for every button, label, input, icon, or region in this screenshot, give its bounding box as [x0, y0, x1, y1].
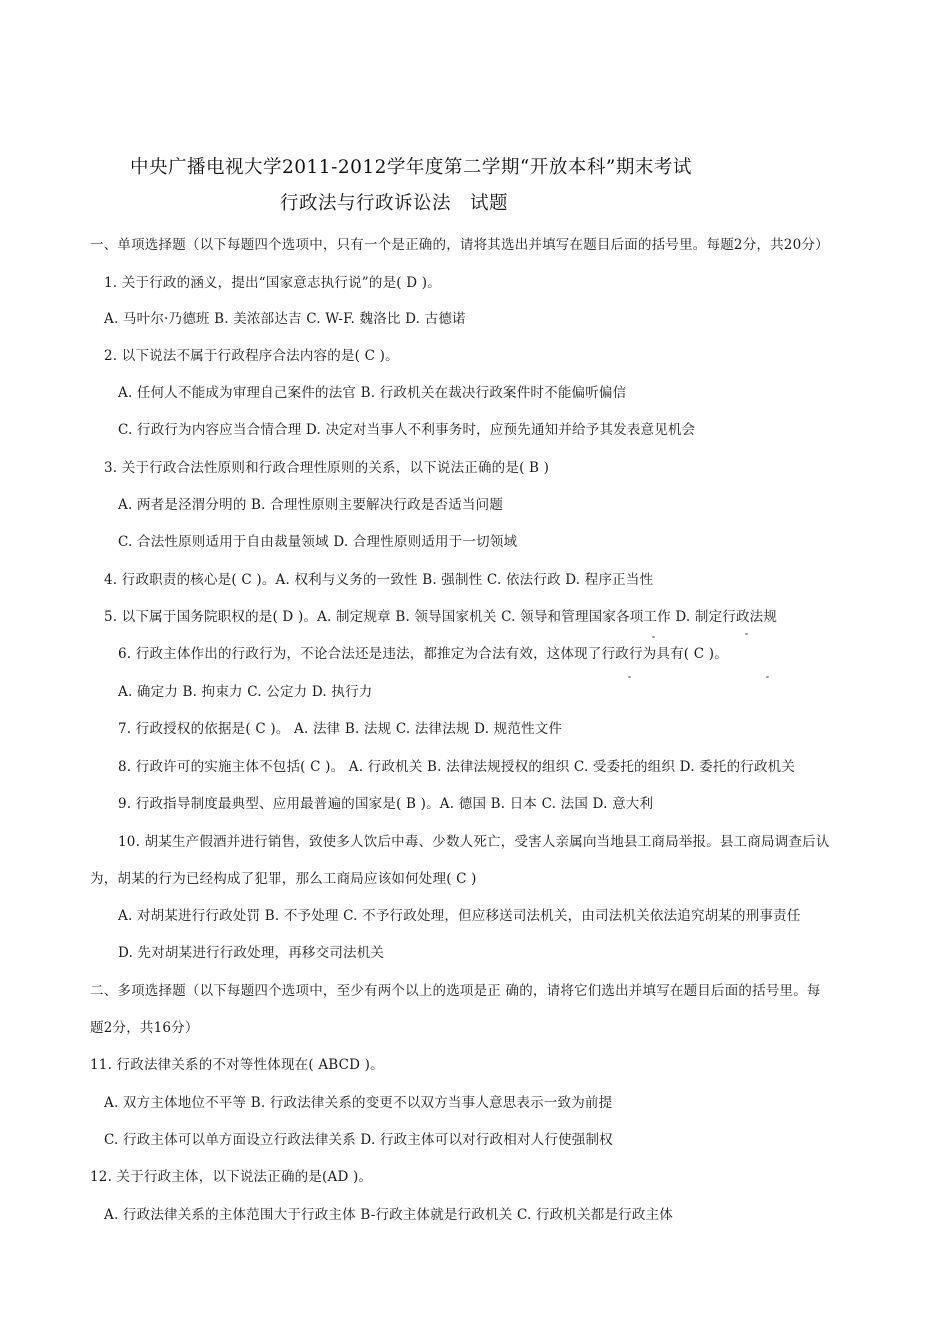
question-2-options-ab: A. 任何人不能成为审理自己案件的法官 B. 行政机关在裁决行政案件时不能偏听偏信 — [118, 385, 627, 401]
scan-speck — [652, 636, 655, 638]
question-9: 9. 行政指导制度最典型、应用最普遍的国家是( B )。A. 德国 B. 日本 C. 法国 D. 意大利 — [118, 796, 654, 812]
question-12-options: A. 行政法律关系的主体范围大于行政主体 B-行政主体就是行政机关 C. 行政机关都是行政主体 — [104, 1207, 673, 1223]
section-heading-multi-choice-line-2: 题2分，共16分） — [90, 1020, 199, 1036]
question-10-line-1: 10. 胡某生产假酒并进行销售，致使多人饮后中毒、少数人死亡，受害人亲属向当地县工商局举报。县工商局调查后认 — [118, 834, 830, 850]
scan-speck — [628, 676, 631, 678]
question-3-options-cd: C. 合法性原则适用于自由裁量领域 D. 合理性原则适用于一切领域 — [118, 534, 518, 550]
question-4: 4. 行政职责的核心是( C )。A. 权利与义务的一致性 B. 强制性 C. 依法行政 D. 程序正当性 — [104, 572, 654, 588]
question-2-options-cd: C. 行政行为内容应当合情合理 D. 决定对当事人不利事务时，应预先通知并给予其发表意见机会 — [118, 422, 696, 438]
question-7: 7. 行政授权的依据是( C )。 A. 法律 B. 法规 C. 法律法规 D. 规范性文件 — [118, 721, 563, 737]
section-heading-multi-choice-line-1: 二、多项选择题（以下每题四个选项中，至少有两个以上的选项是正 确的，请将它们选出并填写在题目后面的括号里。每 — [90, 983, 821, 999]
question-11-options-ab: A. 双方主体地位不平等 B. 行政法律关系的变更不以双方当事人意思表示一致为前提 — [104, 1095, 613, 1111]
question-10-line-2: 为，胡某的行为已经构成了犯罪，那么工商局应该如何处理( C ) — [90, 871, 477, 887]
question-6-options: A. 确定力 B. 拘束力 C. 公定力 D. 执行力 — [118, 684, 373, 700]
question-2: 2. 以下说法不属于行政程序合法内容的是( C )。 — [104, 348, 399, 364]
exam-title: 中央广播电视大学2011-2012学年度第二学期“开放本科”期末考试 — [130, 157, 692, 178]
scan-speck — [766, 676, 769, 678]
question-3-options-ab: A. 两者是泾渭分明的 B. 合理性原则主要解决行政是否适当问题 — [118, 497, 504, 513]
question-12: 12. 关于行政主体，以下说法正确的是(AD )。 — [90, 1169, 373, 1185]
section-heading-single-choice: 一、单项选择题（以下每题四个选项中，只有一个是正确的，请将其选出并填写在题目后面的括号里。每题2分，共20分） — [90, 237, 829, 253]
question-1: 1. 关于行政的涵义，提出“国家意志执行说”的是( D )。 — [104, 275, 441, 291]
question-3: 3. 关于行政合法性原则和行政合理性原则的关系，以下说法正确的是( B ) — [104, 460, 550, 476]
question-11-options-cd: C. 行政主体可以单方面设立行政法律关系 D. 行政主体可以对行政相对人行使强制权 — [104, 1132, 613, 1148]
question-10-option-d: D. 先对胡某进行行政处理，再移交司法机关 — [118, 945, 385, 961]
exam-subtitle: 行政法与行政诉讼法 试题 — [280, 193, 509, 214]
question-1-options: A. 马叶尔·乃德班 B. 美浓部达吉 C. W-F. 魏洛比 D. 古德诺 — [104, 311, 466, 327]
question-6: 6. 行政主体作出的行政行为，不论合法还是违法，都推定为合法有效，这体现了行政行为具有( C )。 — [118, 646, 728, 662]
question-11: 11. 行政法律关系的不对等性体现在( ABCD )。 — [90, 1057, 384, 1073]
question-10-options-abc: A. 对胡某进行行政处罚 B. 不予处理 C. 不予行政处理，但应移送司法机关，由司法机关依法追究胡某的刑事责任 — [118, 908, 801, 924]
question-8: 8. 行政许可的实施主体不包括( C )。 A. 行政机关 B. 法律法规授权的组织 C. 受委托的组织 D. 委托的行政机关 — [118, 759, 796, 775]
scan-speck — [745, 633, 748, 635]
question-5: 5. 以下属于国务院职权的是( D )。A. 制定规章 B. 领导国家机关 C. 领导和管理国家各项工作 D. 制定行政法规 — [104, 609, 778, 625]
